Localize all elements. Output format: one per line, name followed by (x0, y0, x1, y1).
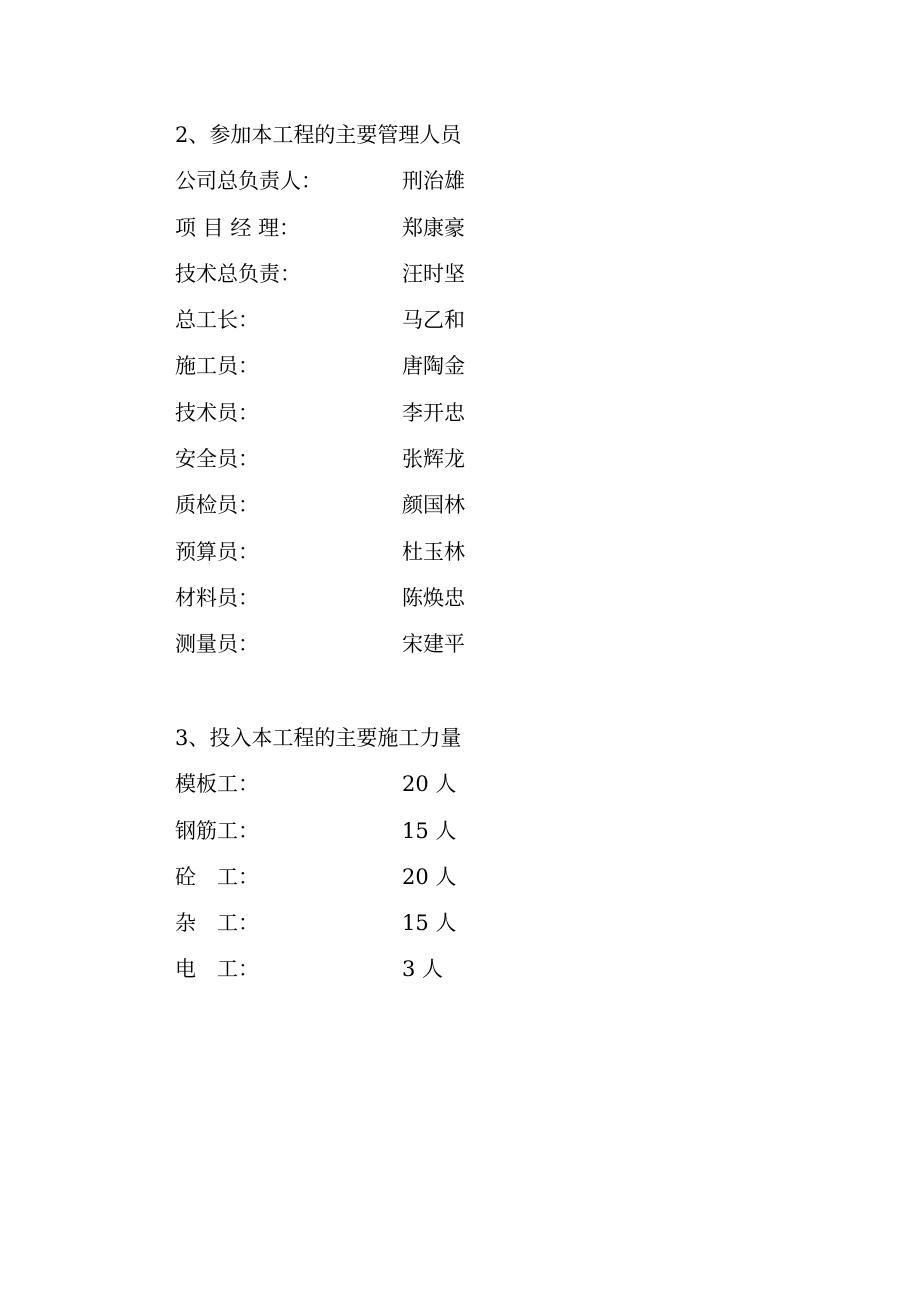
person-name: 颜国林 (402, 493, 465, 518)
section-heading: 3、投入本工程的主要施工力量 (175, 726, 462, 750)
construction-workforce-section (175, 715, 595, 993)
person-name: 杜玉林 (402, 539, 465, 564)
role-label: 施工员： (175, 354, 259, 379)
management-personnel-section (175, 112, 595, 668)
trade-label: 电 工： (175, 957, 259, 982)
headcount: 15 人 (402, 818, 457, 843)
person-name: 李开忠 (402, 400, 465, 425)
personnel-row (175, 621, 595, 667)
workforce-row (175, 854, 595, 900)
trade-label: 杂 工： (175, 911, 259, 936)
headcount: 20 人 (402, 864, 457, 889)
role-label: 技术员： (175, 400, 259, 425)
person-name: 刑治雄 (402, 169, 465, 194)
workforce-row (175, 808, 595, 854)
personnel-row (175, 529, 595, 575)
trade-label: 钢筋工： (175, 818, 259, 843)
personnel-row (175, 343, 595, 389)
role-label: 总工长： (175, 308, 259, 333)
person-name: 郑康豪 (402, 215, 465, 240)
personnel-row (175, 575, 595, 621)
role-label: 项 目 经 理： (175, 215, 301, 240)
role-label: 安全员： (175, 447, 259, 472)
person-name: 汪时坚 (402, 261, 465, 286)
section-heading: 2、参加本工程的主要管理人员 (175, 123, 462, 147)
role-label: 质检员： (175, 493, 259, 518)
workforce-row (175, 761, 595, 807)
personnel-row (175, 205, 595, 251)
role-label: 预算员： (175, 539, 259, 564)
personnel-row (175, 482, 595, 528)
personnel-row (175, 390, 595, 436)
workforce-row (175, 900, 595, 946)
person-name: 唐陶金 (402, 354, 465, 379)
trade-label: 砼 工： (175, 864, 259, 889)
role-label: 公司总负责人： (175, 169, 322, 194)
person-name: 张辉龙 (402, 447, 465, 472)
trade-label: 模板工： (175, 772, 259, 797)
personnel-row (175, 158, 595, 204)
personnel-row (175, 297, 595, 343)
workforce-row (175, 946, 595, 992)
person-name: 陈焕忠 (402, 585, 465, 610)
role-label: 材料员： (175, 585, 259, 610)
role-label: 技术总负责： (175, 261, 301, 286)
headcount: 20 人 (402, 772, 457, 797)
person-name: 宋建平 (402, 632, 465, 657)
role-label: 测量员： (175, 632, 259, 657)
headcount: 15 人 (402, 911, 457, 936)
headcount: 3 人 (402, 957, 444, 982)
personnel-row (175, 251, 595, 297)
personnel-row (175, 436, 595, 482)
person-name: 马乙和 (402, 308, 465, 333)
